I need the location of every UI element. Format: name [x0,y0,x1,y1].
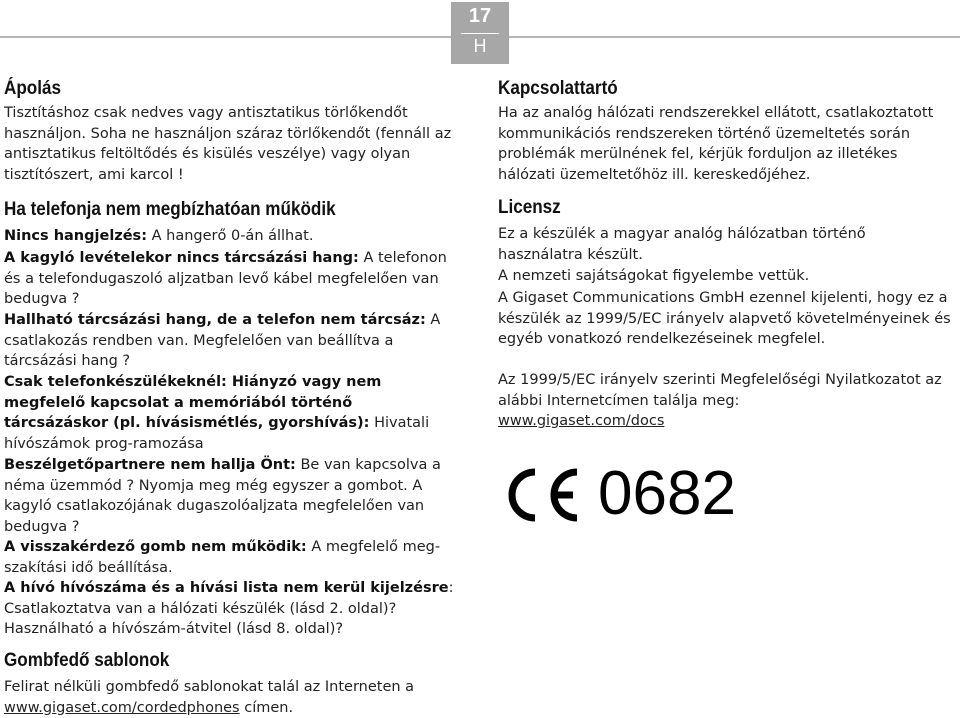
page-tab-divider [461,33,499,34]
contact-heading: Kapcsolattartó [498,78,618,99]
trouble-item: Hallható tárcsázási hang, de a telefon nem tárcsáz: A csatlakozás rendben van. Megfelelően van beállítva a tárcsázási hang ? [4,312,441,369]
license-heading: Licensz [498,197,561,218]
templates-heading: Gombfedő sablonok [4,650,170,671]
license-text-3: A Gigaset Communications GmbH ezennel kijelenti, hogy ez a készülék az 1999/5/EC irányelv alapvető követelményeinek és egyéb vonatkozó rendelkezéseinek megfelel. [498,290,951,347]
care-text: Tisztításhoz csak nedves vagy antisztatikus törlőkendőt használjon. Soha ne használjon száraz törlőkendőt (fennáll az antisztatikus feltöltődés és kisülés veszélye) vagy olyan tisztítószert, ami karcol ! [4,105,452,183]
license-link-line [498,411,954,432]
trouble-item: A hívó hívószáma és a hívási lista nem kerül kijelzésre: Csatlakoztatva van a hálózati készülék (lásd 2. oldal)? Használható a hívószám-átvitel (lásd 8. oldal)? [4,580,454,637]
trouble-item: Nincs hangjelzés: A hangerő 0-án állhat. [4,228,314,244]
license-text-4: Az 1999/5/EC irányelv szerinti Megfelelőségi Nyilatkozatot az alábbi Internetcímen találja meg: [498,372,942,409]
page-number: 17 [468,5,492,27]
ce-mark-icon [505,466,583,524]
trouble-item: A visszakérdező gomb nem működik: A megfelelő meg-szakítási idő beállítása. [4,539,441,576]
notified-body-number: 0682 [598,459,736,528]
care-heading: Ápolás [4,78,62,99]
trouble-item: Beszélgetőpartnere nem hallja Önt: Be van kapcsolva a néma üzemmód ? Nyomja meg még egyszer a gombot. A kagyló csatlakozójának dugaszolóaljzata megfelelően van bedugva ? [4,457,441,535]
trouble-heading: Ha telefonja nem megbízhatóan működik [4,199,336,220]
trouble-item: Csak telefonkészülékeknél: Hiányzó vagy nem megfelelő kapcsolat a memóriából történő tárcsázáskor (pl. hívásismétlés, gyorshívás): Hivatali hívószámok prog-ramozása [4,374,430,452]
contact-text: Ha az analóg hálózati rendszerekkel ellátott, csatlakoztatott kommunikációs rendszereken történő üzemeltetés során problémák merülnének fel, kérjük forduljon az illetékes hálózati üzemeltetőhöz ill. kereskedőjéhez. [498,105,934,183]
templates-text: Felirat nélküli gombfedő sablonokat talál az Interneten a www.gigaset.com/cordedphones címen. [4,679,415,716]
docs-link[interactable]: www.gigaset.com/docs [498,413,665,429]
language-code: H [473,36,487,56]
license-text-2: A nemzeti sajátságokat figyelembe vettük. [498,268,810,284]
cordedphones-link[interactable]: www.gigaset.com/cordedphones [4,699,240,716]
page-tab [451,2,509,64]
trouble-item: A kagyló levételekor nincs tárcsázási hang: A telefonon és a telefondugaszoló aljzatban levő kábel megfelelően van bedugva ? [4,250,447,307]
license-text-1: Ez a készülék a magyar analóg hálózatban történő használatra készült. [498,226,866,263]
